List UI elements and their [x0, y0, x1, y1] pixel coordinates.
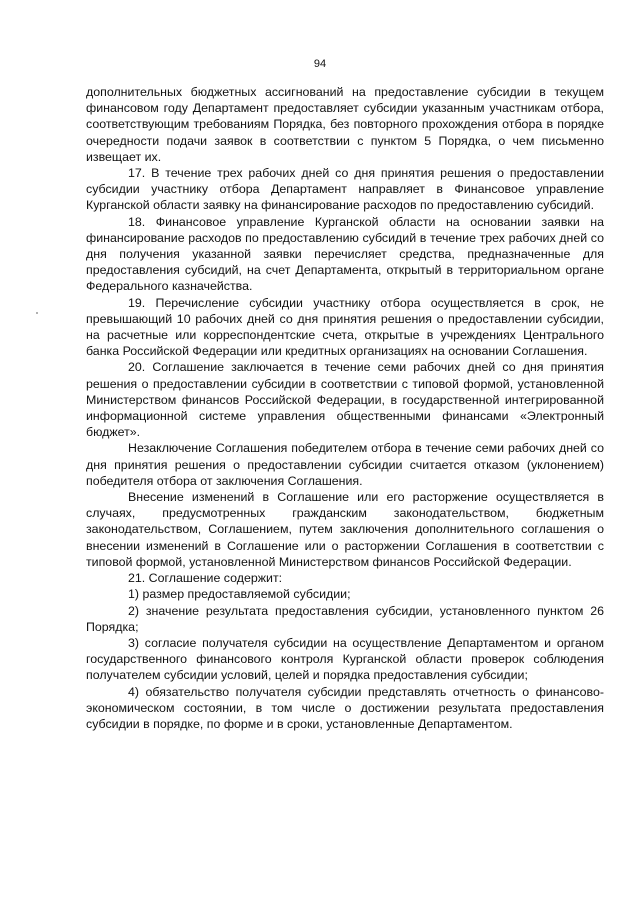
paragraph-item-19: 19. Перечисление субсидии участнику отбора осуществляется в срок, не превышающий 10 рабочих дней со дня принятия решения о предоставлении субсидии, на расчетные или корреспондентские счета, открытые в учреждениях Центрального банка Российской Федерации или кредитных организациях на основании Соглашения. [86, 295, 604, 359]
paragraph-item-20: 20. Соглашение заключается в течение семи рабочих дней со дня принятия решения о предоставлении субсидии в соответствии с типовой формой, установленной Министерством финансов Российской Федерации, в государственной интегрированной информационной системе управления общественными финансами «Электронный бюджет». [86, 360, 604, 440]
paragraph-item-21: 21. Соглашение содержит: [128, 571, 283, 586]
document-body [86, 84, 604, 732]
paragraph-amendments: Внесение изменений в Соглашение или его расторжение осуществляется в случаях, предусмотренных гражданским законодательством, бюджетным законодательством, Соглашением, путем заключения дополнительного соглашения о внесении изменений в Соглашение или о расторжении Соглашения в соответствии с типовой формой, установленной Министерством финансов Российской Федерации. [86, 490, 604, 569]
paragraph-item-17: 17. В течение трех рабочих дней со дня принятия решения о предоставлении субсидии участнику отбора Департамент направляет в Финансовое управление Курганской области заявку на финансирование расходов по предоставлению субсидий. [86, 166, 604, 213]
scan-speck [36, 312, 38, 314]
page-number: 94 [313, 58, 327, 70]
list-item-2: 2) значение результата предоставления субсидии, установленного пунктом 26 Порядка; [86, 603, 604, 634]
list-item-3: 3) согласие получателя субсидии на осуществление Департаментом и органом государственного финансового контроля Курганской области проверок соблюдения получателем субсидии условий, целей и порядка предоставления субсидии; [86, 635, 604, 683]
paragraph-item-18: 18. Финансовое управление Курганской области на основании заявки на финансирование расходов по предоставлению субсидий в течение трех рабочих дней со дня получения указанной заявки перечисляет средства, предназначенные для предоставления субсидий, на счет Департамента, открытый в территориальном органе Федерального казначейства. [86, 214, 604, 294]
list-item-1: 1) размер предоставляемой субсидии; [128, 587, 351, 602]
list-item-4: 4) обязательство получателя субсидии представлять отчетность о финансово-экономическом состоянии, в том числе о достижении результата предоставления субсидии в порядке, по форме и в сроки, установленные Департаментом. [86, 684, 604, 731]
paragraph-continuation: дополнительных бюджетных ассигнований на предоставление субсидии в текущем финансовом году Департамент предоставляет субсидии указанным участникам отбора, соответствующим требованиям Порядка, без повторного прохождения отбора в порядке очередности подачи заявок в соответствии с пунктом 5 Порядка, о чем письменно извещает их. [86, 85, 604, 164]
paragraph-non-conclusion: Незаключение Соглашения победителем отбора в течение семи рабочих дней со дня принятия решения о предоставлении субсидии считается отказом (уклонением) победителя отбора от заключения Соглашения. [86, 441, 604, 488]
